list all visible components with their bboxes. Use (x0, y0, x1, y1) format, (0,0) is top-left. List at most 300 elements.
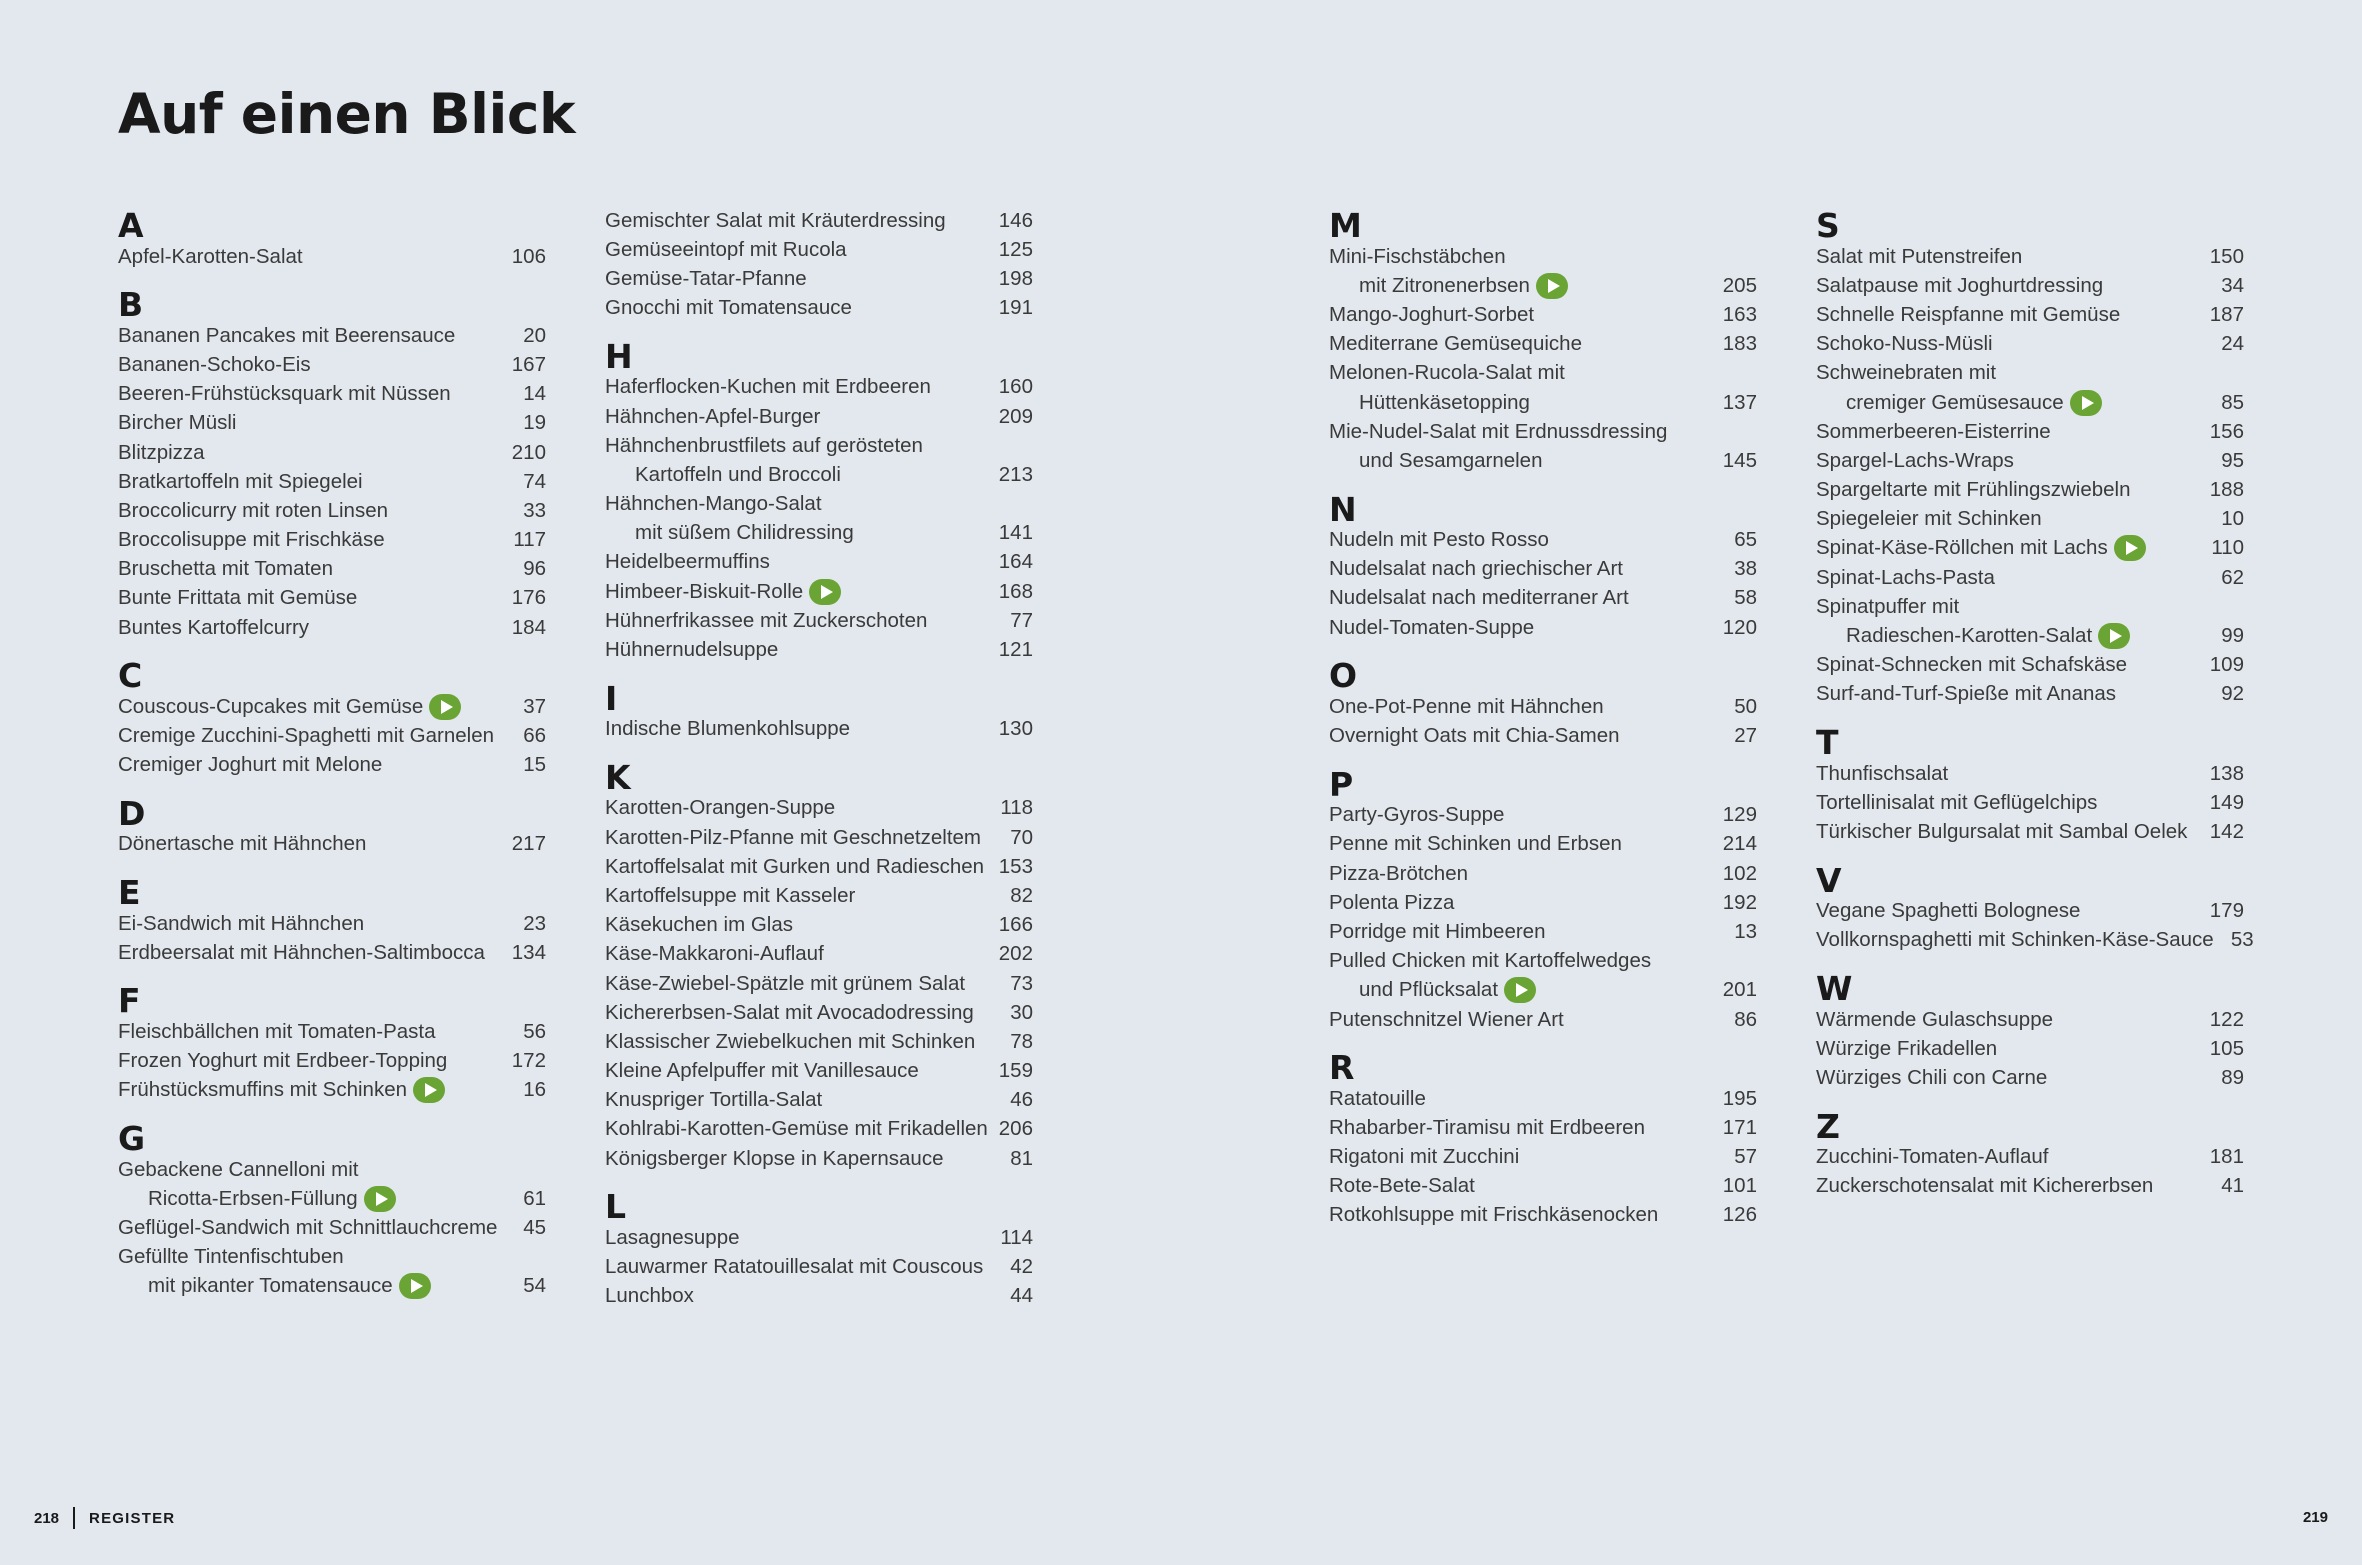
page-number: 77 (1010, 608, 1033, 632)
index-entry (605, 548, 1033, 577)
page-number: 86 (1734, 1007, 1757, 1031)
recipe-name (1816, 1066, 2047, 1090)
page-number: 109 (2209, 653, 2244, 677)
section-letter: G (118, 1118, 146, 1158)
page-number: 122 (2209, 1007, 2244, 1031)
recipe-name-text: Rote-Bete-Salat (1329, 1174, 1475, 1198)
page-number: 166 (998, 913, 1033, 937)
section-letter: L (605, 1187, 627, 1227)
page-number: 66 (523, 724, 546, 748)
page-number: 50 (1734, 694, 1757, 718)
recipe-name (605, 1255, 983, 1279)
recipe-name (118, 832, 366, 856)
recipe-name (118, 912, 364, 936)
recipe-name-text: Cremige Zucchini-Spaghetti mit Garnelen (118, 724, 494, 748)
page-number: 179 (2209, 899, 2244, 923)
recipe-name-text: Kohlrabi-Karotten-Gemüse mit Frikadellen (605, 1117, 988, 1141)
section-letter: T (1816, 723, 1839, 762)
index-entry-continuation (118, 1272, 546, 1301)
recipe-name-text: Kleine Apfelpuffer mit Vanillesauce (605, 1059, 919, 1083)
page-number: 159 (998, 1059, 1033, 1083)
recipe-name-text: Sommerbeeren-Eisterrine (1816, 419, 2051, 443)
page-number: 38 (1734, 557, 1757, 581)
recipe-name (1816, 361, 1996, 385)
index-entry (118, 692, 546, 721)
recipe-name (118, 353, 311, 377)
recipe-name (1816, 653, 2127, 677)
recipe-name-text: Lasagnesuppe (605, 1225, 740, 1249)
index-section (1816, 206, 2244, 709)
recipe-name (118, 245, 303, 269)
index-entry (1816, 330, 2244, 359)
page-number: 205 (1722, 273, 1757, 297)
recipe-name (1329, 303, 1534, 327)
recipe-name-text: Türkischer Bulgursalat mit Sambal Oelek (1816, 819, 2188, 843)
recipe-name-text: Rhabarber-Tiramisu mit Erdbeeren (1329, 1115, 1645, 1139)
recipe-name-text: Kartoffeln und Broccoli (635, 462, 841, 486)
section-letter: P (1329, 764, 1354, 804)
recipe-name (605, 209, 946, 233)
recipe-name-text: Kartoffelsuppe mit Kasseler (605, 883, 856, 907)
recipe-name (1359, 273, 1568, 299)
index-entry (118, 555, 546, 584)
index-section (1329, 490, 1757, 643)
recipe-name-text: Party-Gyros-Suppe (1329, 803, 1505, 827)
page-number: 129 (1722, 803, 1757, 827)
recipe-name-text: Zucchini-Tomaten-Auflauf (1816, 1145, 2049, 1169)
recipe-name-text: Gnocchi mit Tomatensauce (605, 296, 852, 320)
index-entry (1816, 1005, 2244, 1034)
index-entry (605, 431, 1033, 460)
index-entry (1329, 917, 1757, 946)
index-entry (1329, 1201, 1757, 1230)
index-section (118, 285, 546, 642)
page-number: 78 (1010, 1029, 1033, 1053)
recipe-name-text: Hüttenkäsetopping (1359, 390, 1530, 414)
recipe-name-text: Spinatpuffer mit (1816, 594, 1960, 618)
recipe-name-text: Broccolicurry mit roten Linsen (118, 498, 389, 522)
recipe-name-text: Wärmende Gulaschsuppe (1816, 1007, 2054, 1031)
recipe-name-text: Melonen-Rucola-Salat mit (1329, 361, 1565, 385)
index-column-3 (1329, 206, 1757, 1244)
page-number: 160 (998, 375, 1033, 399)
index-section (1816, 969, 2244, 1093)
index-entry (605, 264, 1033, 293)
index-entry-continuation (1329, 446, 1757, 475)
index-section (1329, 1048, 1757, 1230)
footer-divider (73, 1507, 75, 1529)
recipe-name (1816, 762, 1948, 786)
recipe-name-text: Cremiger Joghurt mit Melone (118, 753, 383, 777)
recipe-name-text: Ricotta-Erbsen-Füllung (148, 1186, 358, 1210)
page-number: 44 (1010, 1284, 1033, 1308)
recipe-name (1816, 274, 2103, 298)
index-column-4 (1816, 206, 2254, 1215)
index-entry (118, 321, 546, 350)
recipe-name (1329, 695, 1604, 719)
recipe-name (1816, 566, 1995, 590)
recipe-name (1359, 977, 1536, 1003)
page-number: 210 (511, 440, 546, 464)
recipe-name (605, 1088, 822, 1112)
page-number: 121 (998, 638, 1033, 662)
recipe-name-text: Bananen-Schoko-Eis (118, 352, 311, 376)
recipe-name (605, 826, 981, 850)
section-letter: O (1329, 656, 1358, 696)
recipe-name (1816, 1174, 2153, 1198)
index-entry (1816, 1172, 2244, 1201)
recipe-name (605, 296, 852, 320)
index-column-2 (605, 206, 1033, 1325)
recipe-name (118, 1245, 344, 1269)
recipe-name (148, 1186, 396, 1212)
index-entry (118, 496, 546, 525)
page-number: 217 (511, 832, 546, 856)
recipe-name (118, 1049, 447, 1073)
recipe-name (605, 1226, 740, 1250)
recipe-name-text: Radieschen-Karotten-Salat (1846, 624, 2093, 648)
recipe-name (118, 528, 385, 552)
recipe-name-text: Lauwarmer Ratatouillesalat mit Couscous (605, 1255, 984, 1279)
recipe-name (605, 913, 793, 937)
recipe-name (1329, 862, 1468, 886)
recipe-name-text: und Pflücksalat (1359, 978, 1499, 1002)
index-section (1816, 1107, 2244, 1201)
index-entry (605, 715, 1033, 744)
recipe-name (605, 884, 855, 908)
recipe-name (605, 855, 984, 879)
page-number: 82 (1010, 883, 1033, 907)
page-number: 57 (1734, 1145, 1757, 1169)
recipe-name-text: Karotten-Pilz-Pfanne mit Geschnetzeltem (605, 825, 981, 849)
recipe-name (605, 579, 841, 605)
section-letter: V (1816, 860, 1842, 900)
index-entry (605, 998, 1033, 1027)
video-play-icon (1536, 273, 1568, 299)
index-entry (605, 490, 1033, 519)
page-number: 202 (998, 942, 1033, 966)
recipe-name-text: Surf-and-Turf-Spieße mit Ananas (1816, 682, 2117, 706)
index-entry (1329, 692, 1757, 721)
recipe-name-text: Klassischer Zwiebelkuchen mit Schinken (605, 1029, 976, 1053)
index-entry (1816, 1063, 2244, 1092)
page-number: 34 (2221, 273, 2244, 297)
section-letter: H (605, 336, 633, 376)
recipe-name-text: Zuckerschotensalat mit Kichererbsen (1816, 1174, 2154, 1198)
index-section (118, 656, 546, 780)
recipe-name-text: Ei-Sandwich mit Hähnchen (118, 911, 365, 935)
recipe-name-text: Frühstücksmuffins mit Schinken (118, 1078, 408, 1102)
index-entry (1816, 534, 2244, 563)
section-letter: I (605, 678, 618, 718)
recipe-name (1329, 1174, 1475, 1198)
index-entry (1816, 563, 2244, 592)
recipe-name (1816, 899, 2080, 923)
recipe-name (1359, 449, 1543, 473)
recipe-name (118, 724, 494, 748)
page-number: 105 (2209, 1036, 2244, 1060)
recipe-name-text: Würzige Frikadellen (1816, 1036, 1998, 1060)
page-number: 42 (1010, 1255, 1033, 1279)
index-entry (1329, 1143, 1757, 1172)
index-column-1 (118, 206, 546, 1315)
page-number: 141 (998, 521, 1033, 545)
left-page-number: 218 (34, 1509, 60, 1527)
recipe-name-text: Würziges Chili con Carne (1816, 1065, 2048, 1089)
page-number: 81 (1010, 1146, 1033, 1170)
recipe-name (118, 586, 357, 610)
recipe-name-text: Spinat-Käse-Röllchen mit Lachs (1816, 536, 2108, 560)
page-number: 45 (523, 1215, 546, 1239)
recipe-name (1816, 535, 2146, 561)
index-entry (118, 584, 546, 613)
recipe-name (635, 521, 854, 545)
page-number: 120 (1722, 615, 1757, 639)
index-entry-continuation (1329, 271, 1757, 300)
index-entry (118, 721, 546, 750)
recipe-name (1816, 820, 2187, 844)
page-number: 164 (998, 550, 1033, 574)
page-number: 176 (511, 586, 546, 610)
video-play-icon (809, 579, 841, 605)
recipe-name-text: Käse-Zwiebel-Spätzle mit grünem Salat (605, 971, 966, 995)
recipe-name (1816, 682, 2116, 706)
page-number: 27 (1734, 724, 1757, 748)
index-entry (605, 940, 1033, 969)
page-number: 23 (523, 911, 546, 935)
recipe-name (1816, 928, 2214, 952)
video-play-icon (1504, 977, 1536, 1003)
recipe-name (1329, 891, 1454, 915)
page-number: 85 (2221, 390, 2244, 414)
index-entry (605, 1115, 1033, 1144)
index-entry (1329, 947, 1757, 976)
recipe-name-text: Geflügel-Sandwich mit Schnittlauchcreme (118, 1215, 498, 1239)
recipe-name (118, 1020, 436, 1044)
recipe-name (605, 238, 847, 262)
index-entry (1329, 1172, 1757, 1201)
recipe-name-text: Hähnchen-Apfel-Burger (605, 404, 821, 428)
recipe-name (1329, 1203, 1658, 1227)
index-section (1329, 765, 1757, 1035)
recipe-name (1846, 390, 2102, 416)
index-entry (605, 1252, 1033, 1281)
index-entry (605, 1223, 1033, 1252)
recipe-name-text: Frozen Yoghurt mit Erdbeer-Topping (118, 1049, 448, 1073)
index-entry (118, 350, 546, 379)
recipe-name-text: Hühnernudelsuppe (605, 638, 779, 662)
page-number: 13 (1734, 919, 1757, 943)
index-entry (605, 635, 1033, 664)
page-number: 92 (2221, 682, 2244, 706)
index-entry (118, 242, 546, 271)
index-entry (605, 1027, 1033, 1056)
recipe-name-text: Schnelle Reispfanne mit Gemüse (1816, 302, 2121, 326)
page-number: 73 (1010, 971, 1033, 995)
recipe-name-text: Käse-Makkaroni-Auflauf (605, 942, 824, 966)
recipe-name (605, 1001, 974, 1025)
index-entry (1329, 830, 1757, 859)
page-number: 99 (2221, 624, 2244, 648)
video-play-icon (2114, 535, 2146, 561)
page-number: 41 (2221, 1174, 2244, 1198)
index-entry (605, 206, 1033, 235)
recipe-name (1329, 420, 1667, 444)
index-entry (1329, 613, 1757, 642)
recipe-name (605, 1147, 943, 1171)
section-letter: F (118, 981, 141, 1021)
index-entry (605, 969, 1033, 998)
index-entry-continuation (1329, 976, 1757, 1005)
section-letter: B (118, 285, 144, 325)
recipe-name-text: Couscous-Cupcakes mit Gemüse (118, 694, 424, 718)
recipe-name (635, 463, 841, 487)
recipe-name-text: Gebackene Cannelloni mit (118, 1157, 359, 1181)
recipe-name (1816, 791, 2097, 815)
video-play-icon (364, 1186, 396, 1212)
index-entry (118, 1047, 546, 1076)
page-number: 149 (2209, 790, 2244, 814)
recipe-name (605, 638, 778, 662)
recipe-name-text: Mango-Joghurt-Sorbet (1329, 302, 1535, 326)
index-entry (1816, 592, 2244, 621)
recipe-name (118, 382, 451, 406)
index-entry (605, 1144, 1033, 1173)
index-entry (1329, 555, 1757, 584)
page-number: 198 (998, 266, 1033, 290)
recipe-name (1329, 332, 1582, 356)
index-entry-continuation (605, 519, 1033, 548)
recipe-name (605, 1030, 975, 1054)
index-entry (1329, 330, 1757, 359)
page-number: 58 (1734, 586, 1757, 610)
index-section (605, 206, 1033, 323)
section-letter: R (1329, 1048, 1355, 1088)
recipe-name (605, 405, 820, 429)
recipe-name-text: Bananen Pancakes mit Beerensauce (118, 323, 456, 347)
recipe-name-text: Spinat-Schnecken mit Schafskäse (1816, 653, 2128, 677)
page-number: 201 (1722, 978, 1757, 1002)
recipe-name (148, 1273, 431, 1299)
recipe-name (1816, 303, 2120, 327)
recipe-name (605, 796, 835, 820)
page-number: 62 (2221, 565, 2244, 589)
page-number: 171 (1722, 1115, 1757, 1139)
recipe-name-text: Rotkohlsuppe mit Frischkäsenocken (1329, 1203, 1659, 1227)
right-page-number: 219 (2302, 1509, 2328, 1526)
index-section (1329, 656, 1757, 750)
recipe-name-text: Mediterrane Gemüsequiche (1329, 332, 1582, 356)
recipe-name-text: Porridge mit Himbeeren (1329, 919, 1546, 943)
index-section (118, 981, 546, 1105)
index-entry (118, 1155, 546, 1184)
recipe-name-text: Blitzpizza (118, 440, 205, 464)
index-section (605, 337, 1033, 665)
recipe-name-text: Knuspriger Tortilla-Salat (605, 1088, 823, 1112)
recipe-name (1816, 332, 1993, 356)
page-number: 102 (1722, 861, 1757, 885)
index-entry (605, 1086, 1033, 1115)
index-entry-continuation (1329, 388, 1757, 417)
page-number: 16 (523, 1078, 546, 1102)
index-entry (1816, 476, 2244, 505)
page-number: 110 (2211, 536, 2244, 560)
index-entry (1816, 505, 2244, 534)
recipe-name (1329, 245, 1506, 269)
index-entry (605, 373, 1033, 402)
recipe-name (1816, 420, 2051, 444)
index-entry-continuation (1816, 621, 2244, 650)
index-entry (1329, 801, 1757, 830)
page-number: 24 (2221, 332, 2244, 356)
recipe-name (1816, 1008, 2053, 1032)
index-entry (1329, 888, 1757, 917)
recipe-name-text: Mie-Nudel-Salat mit Erdnussdressing (1329, 419, 1668, 443)
index-entry (118, 1243, 546, 1272)
index-section (1329, 206, 1757, 476)
recipe-name-text: Kichererbsen-Salat mit Avocadodressing (605, 1000, 974, 1024)
recipe-name-text: Salat mit Putenstreifen (1816, 244, 2023, 268)
recipe-name (605, 609, 927, 633)
recipe-name-text: Hähnchenbrustfilets auf gerösteten (605, 433, 923, 457)
recipe-name (118, 499, 388, 523)
index-entry (1329, 1084, 1757, 1113)
page-number: 117 (513, 528, 546, 552)
page-number: 126 (1722, 1203, 1757, 1227)
recipe-name-text: Käsekuchen im Glas (605, 913, 794, 937)
recipe-name-text: Pulled Chicken mit Kartoffelwedges (1329, 949, 1652, 973)
index-section (605, 1187, 1033, 1311)
index-entry (605, 881, 1033, 910)
recipe-name (1816, 595, 1959, 619)
recipe-name (1329, 528, 1549, 552)
page-number: 153 (998, 854, 1033, 878)
recipe-name (118, 411, 236, 435)
index-entry (1329, 526, 1757, 555)
page-number: 61 (523, 1186, 546, 1210)
section-letter: E (118, 873, 141, 912)
index-entry (605, 294, 1033, 323)
page-number: 146 (998, 208, 1033, 232)
page-number: 56 (523, 1019, 546, 1043)
page-number: 209 (998, 404, 1033, 428)
page-number: 101 (1722, 1174, 1757, 1198)
recipe-name (605, 267, 807, 291)
index-entry (1816, 1143, 2244, 1172)
page-number: 125 (998, 237, 1033, 261)
index-entry (1329, 584, 1757, 613)
index-entry (1329, 300, 1757, 329)
recipe-name-text: Fleischbällchen mit Tomaten-Pasta (118, 1019, 436, 1043)
index-entry (1329, 721, 1757, 750)
recipe-name-text: Lunchbox (605, 1284, 694, 1308)
recipe-name-text: mit pikanter Tomatensauce (148, 1274, 393, 1298)
recipe-name-text: Dönertasche mit Hähnchen (118, 832, 367, 856)
recipe-name-text: Nudeln mit Pesto Rosso (1329, 528, 1549, 552)
video-play-icon (399, 1273, 431, 1299)
page-number: 54 (523, 1274, 546, 1298)
recipe-name (118, 1216, 497, 1240)
index-entry (1816, 446, 2244, 475)
recipe-name (118, 324, 455, 348)
page-number: 10 (2221, 507, 2244, 531)
index-entry (1816, 788, 2244, 817)
recipe-name-text: Ratatouille (1329, 1086, 1426, 1110)
recipe-name (1329, 724, 1620, 748)
index-section (118, 873, 546, 967)
recipe-name (118, 1077, 445, 1103)
recipe-name-text: Hähnchen-Mango-Salat (605, 492, 822, 516)
